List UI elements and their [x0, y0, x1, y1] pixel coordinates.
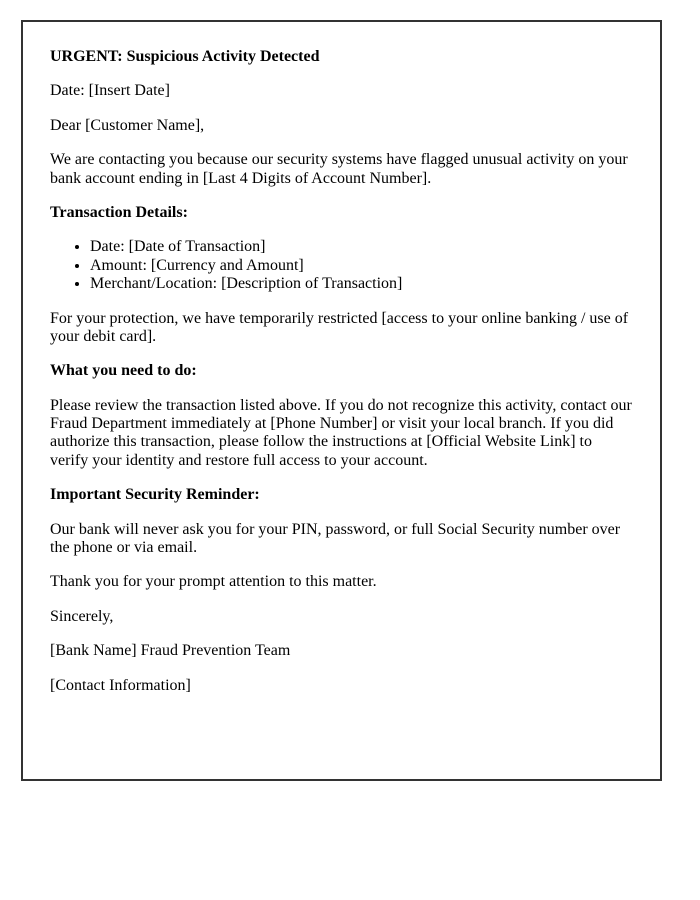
signature-line: [Bank Name] Fraud Prevention Team — [50, 642, 291, 660]
list-item: • Date: [Date of Transaction] — [90, 238, 633, 256]
salutation: Dear [Customer Name], — [50, 116, 205, 134]
list-item: • Amount: [Currency and Amount] — [90, 257, 633, 275]
date-line: Date: [Insert Date] — [50, 82, 170, 100]
action-heading: What you need to do: — [50, 362, 197, 380]
closing-thanks: Thank you for your prompt attention to this matter. — [50, 573, 377, 591]
intro-paragraph: We are contacting you because our security systems have flagged unusual activity on your bank account ending in [Last 4 Digits of Account Number]. — [50, 151, 628, 187]
list-item: • Merchant/Location: [Description of Transaction] — [90, 275, 633, 293]
reminder-paragraph: Our bank will never ask you for your PIN, password, or full Social Security number over the phone or via email. — [50, 520, 621, 557]
reminder-heading: Important Security Reminder: — [50, 486, 260, 504]
letter-container — [21, 20, 662, 781]
restriction-paragraph: For your protection, we have temporarily restricted [access to your online banking / use of your debit card]. — [50, 309, 629, 345]
signoff: Sincerely, — [50, 607, 114, 625]
transaction-details-list — [50, 238, 633, 293]
action-paragraph: Please review the transaction listed above. If you do not recognize this activity, contact our Fraud Department immediately at [Phone Number] or visit your local branch. If you did authorize this transaction, please follow the instructions at [Official Website Link] to verify your identity and restore full access to your account. — [50, 396, 632, 469]
contact-line: [Contact Information] — [50, 676, 191, 694]
transaction-details-heading: Transaction Details: — [50, 203, 188, 221]
letter-heading: URGENT: Suspicious Activity Detected — [50, 48, 320, 65]
